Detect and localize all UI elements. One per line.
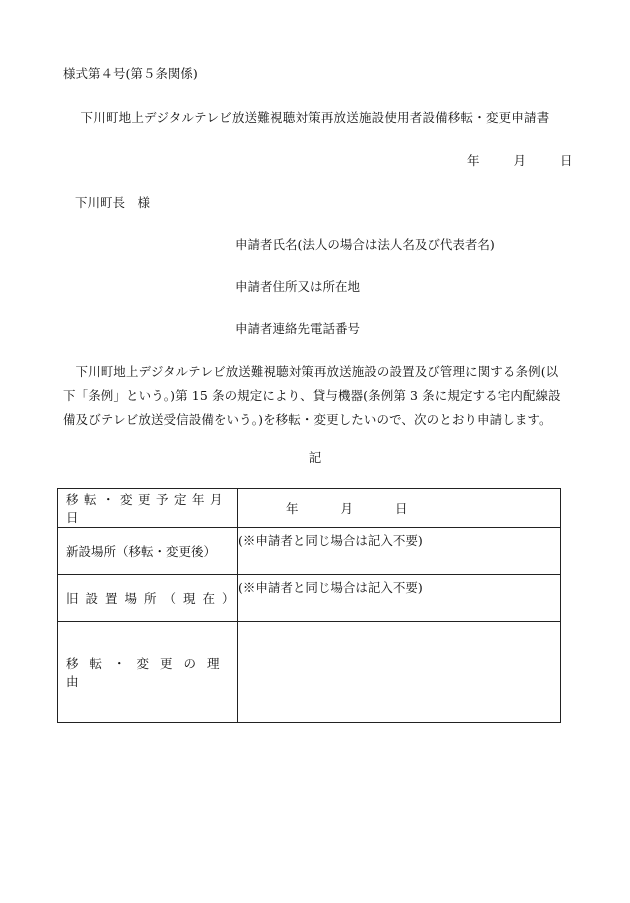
addressee: 下川町長 様: [75, 195, 151, 210]
transfer-month-label: 月: [340, 501, 354, 516]
document-title: 下川町地上デジタルテレビ放送難視聴対策再放送施設使用者設備移転・変更申請書: [80, 110, 550, 125]
table-row: [58, 489, 561, 528]
date-year-label: 年: [467, 153, 480, 168]
table-row: [58, 622, 561, 723]
row-label-transfer-date: 移転・変更予定年月日: [58, 489, 238, 528]
table-row: [58, 575, 561, 622]
ki-heading: 記: [308, 450, 322, 465]
applicant-phone-label: 申請者連絡先電話番号: [235, 321, 361, 336]
table-row: [58, 528, 561, 575]
row-label-reason: 移転・変更の理由: [58, 622, 238, 723]
transfer-year-label: 年: [286, 501, 299, 516]
body-paragraph: 下川町地上デジタルテレビ放送難視聴対策再放送施設の設置及び管理に関する条例(以下「条例」という。)第 15 条の規定により、貸与機器(条例第 3 条に規定する宅内配線設備及びテレビ放送受信設備をいう。)を移転・変更したいので、次のとおり申請します。: [63, 364, 561, 427]
application-date: [467, 151, 573, 169]
row-label-old-location: 旧設置場所（現在）: [58, 575, 238, 622]
new-location-field[interactable]: [238, 528, 561, 575]
date-month-label: 月: [513, 153, 527, 168]
application-table: [57, 488, 561, 723]
old-location-note: (※申請者と同じ場合は記入不要): [238, 580, 423, 595]
row-label-new-location: 新設場所（移転・変更後）: [58, 528, 238, 575]
transfer-day-label: 日: [395, 501, 408, 516]
new-location-note: (※申請者と同じ場合は記入不要): [238, 533, 423, 548]
reason-field[interactable]: [238, 622, 561, 723]
transfer-date-field[interactable]: [238, 489, 561, 528]
old-location-field[interactable]: [238, 575, 561, 622]
date-day-label: 日: [560, 153, 573, 168]
applicant-address-label: 申請者住所又は所在地: [235, 279, 361, 294]
applicant-name-label: 申請者氏名(法人の場合は法人名及び代表者名): [235, 237, 495, 252]
form-number: 様式第４号(第５条関係): [63, 66, 198, 81]
